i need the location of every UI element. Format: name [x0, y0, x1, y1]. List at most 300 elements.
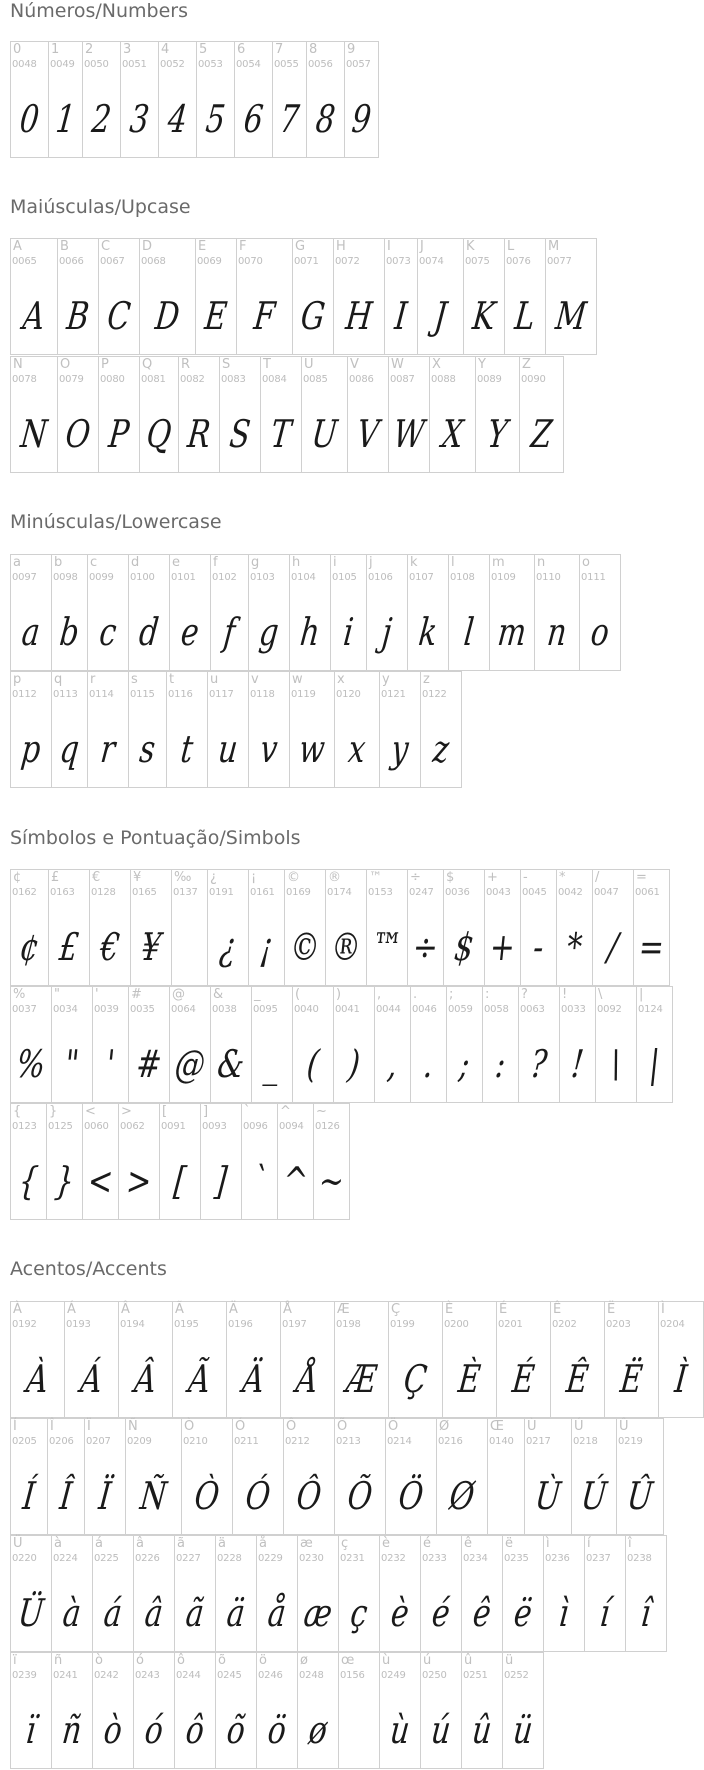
glyph-sample: ®	[328, 925, 364, 969]
glyph-row	[10, 356, 563, 473]
glyph-character-label: î	[628, 1536, 632, 1551]
glyph-character-label: Ã	[175, 1302, 184, 1317]
glyph-character-label: "	[54, 987, 60, 1002]
glyph-code-label: 0198	[336, 1319, 361, 1330]
glyph-character-label: Ä	[229, 1302, 238, 1317]
glyph-sample: W	[391, 412, 427, 456]
glyph-sample: È	[456, 1357, 483, 1401]
glyph-cell	[226, 1301, 281, 1418]
glyph-sample: O	[63, 412, 93, 456]
glyph-sample: 1	[53, 97, 78, 141]
glyph-sample: ¢	[17, 925, 42, 969]
glyph-cell	[210, 986, 252, 1103]
glyph-code-label: 0249	[381, 1670, 406, 1681]
glyph-sample: C	[105, 294, 133, 338]
glyph-code-label: 0071	[294, 256, 319, 267]
glyph-code-label: 0128	[91, 887, 116, 898]
glyph-cell	[260, 356, 302, 473]
glyph-character-label: á	[95, 1536, 103, 1551]
glyph-code-label: 0044	[376, 1004, 401, 1015]
glyph-code-label: 0119	[291, 689, 316, 700]
glyph-code-label: 0063	[520, 1004, 545, 1015]
glyph-sample: Ú	[579, 1474, 609, 1518]
glyph-code-label: 0095	[253, 1004, 278, 1015]
glyph-character-label: Ó	[235, 1419, 246, 1434]
glyph-cell	[169, 986, 211, 1103]
glyph-sample: ø	[306, 1708, 330, 1752]
glyph-cell	[277, 1103, 314, 1220]
glyph-sample: å	[265, 1591, 289, 1635]
glyph-code-label: 0110	[536, 572, 561, 583]
glyph-cell	[92, 1652, 134, 1769]
glyph-code-label: 0244	[176, 1670, 201, 1681]
glyph-character-label: |	[639, 987, 644, 1002]
glyph-sample: }	[52, 1159, 77, 1203]
glyph-sample: ¡	[258, 925, 275, 969]
glyph-code-label: 0230	[299, 1553, 324, 1564]
glyph-code-label: 0242	[94, 1670, 119, 1681]
glyph-sample: Ã	[186, 1357, 213, 1401]
glyph-cell	[519, 356, 564, 473]
glyph-cell	[616, 1418, 664, 1535]
glyph-character-label: $	[446, 870, 455, 885]
glyph-sample: Ò	[192, 1474, 222, 1518]
glyph-code-label: 0050	[84, 59, 109, 70]
glyph-character-label: Ü	[13, 1536, 23, 1551]
glyph-code-label: 0105	[332, 572, 357, 583]
glyph-cell	[120, 41, 159, 158]
glyph-sample: x	[346, 727, 368, 771]
glyph-sample: ;	[457, 1042, 472, 1086]
glyph-character-label: r	[90, 672, 96, 687]
glyph-sample: _	[262, 1042, 282, 1086]
glyph-cell	[166, 671, 208, 788]
glyph-sample: æ	[301, 1591, 335, 1635]
glyph-character-label: m	[492, 555, 505, 570]
glyph-sample: o	[588, 610, 612, 654]
glyph-character-label: 3	[123, 42, 132, 57]
glyph-cell	[87, 671, 129, 788]
glyph-code-label: 0225	[94, 1553, 119, 1564]
glyph-cell	[215, 1535, 257, 1652]
glyph-sample: >	[124, 1159, 154, 1203]
section-title-accents: Acentos/Accents	[10, 1258, 167, 1280]
glyph-code-label: 0092	[597, 1004, 622, 1015]
glyph-code-label: 0090	[521, 374, 546, 385]
glyph-character-label: ï	[13, 1653, 17, 1668]
glyph-character-label: Œ	[490, 1419, 504, 1434]
glyph-cell	[334, 1418, 386, 1535]
glyph-character-label: å	[259, 1536, 267, 1551]
glyph-character-label: Â	[121, 1302, 130, 1317]
glyph-character-label: 4	[161, 42, 170, 57]
glyph-character-label: (	[295, 987, 301, 1002]
glyph-cell	[10, 1535, 52, 1652]
glyph-sample: d	[137, 610, 161, 654]
glyph-sample: $	[452, 925, 476, 969]
glyph-sample: Æ	[344, 1357, 379, 1401]
glyph-character-label: ~	[316, 1104, 327, 1119]
glyph-cell	[51, 986, 93, 1103]
glyph-cell	[200, 1103, 242, 1220]
glyph-character-label: ö	[259, 1653, 267, 1668]
glyph-character-label: ç	[341, 1536, 349, 1551]
glyph-character-label: B	[60, 239, 69, 254]
glyph-code-label: 0199	[390, 1319, 415, 1330]
glyph-cell	[407, 869, 444, 986]
glyph-character-label: f	[213, 555, 218, 570]
glyph-sample: Ô	[294, 1474, 324, 1518]
glyph-cell	[325, 869, 367, 986]
glyph-character-label: è	[382, 1536, 390, 1551]
glyph-character-label: ó	[136, 1653, 144, 1668]
glyph-character-label: ?	[521, 987, 528, 1002]
glyph-cell	[504, 238, 546, 355]
glyph-code-label: 0068	[141, 256, 166, 267]
glyph-cell	[417, 238, 464, 355]
glyph-cell	[48, 41, 83, 158]
glyph-character-label: Î	[50, 1419, 54, 1434]
glyph-code-label: 0054	[236, 59, 261, 70]
glyph-sample: õ	[224, 1708, 248, 1752]
glyph-cell	[443, 869, 485, 986]
glyph-cell	[118, 1103, 160, 1220]
glyph-character-label: ø	[300, 1653, 308, 1668]
glyph-cell	[333, 986, 375, 1103]
glyph-code-label: 0217	[526, 1436, 551, 1447]
glyph-cell	[284, 869, 326, 986]
glyph-cell	[448, 554, 490, 671]
glyph-sample: à	[60, 1591, 84, 1635]
glyph-code-label: 0153	[368, 887, 393, 898]
glyph-code-label: 0118	[250, 689, 275, 700]
glyph-row	[10, 1301, 703, 1418]
glyph-character-label: l	[451, 555, 455, 570]
glyph-character-label: ;	[449, 987, 454, 1002]
glyph-sample: #	[134, 1042, 164, 1086]
glyph-code-label: 0117	[209, 689, 234, 700]
glyph-sample: Î	[57, 1474, 75, 1518]
glyph-sample: Ø	[447, 1474, 477, 1518]
glyph-cell	[171, 869, 208, 986]
glyph-cell	[207, 869, 249, 986]
glyph-code-label: 0034	[53, 1004, 78, 1015]
glyph-sample: b	[57, 610, 82, 654]
glyph-code-label: 0051	[122, 59, 147, 70]
glyph-character-label: ü	[505, 1653, 514, 1668]
glyph-character-label: Ñ	[128, 1419, 138, 1434]
glyph-code-label: 0204	[660, 1319, 685, 1330]
glyph-sample: ù	[388, 1708, 412, 1752]
glyph-character-label: à	[54, 1536, 62, 1551]
glyph-sample: ë	[511, 1591, 535, 1635]
glyph-sample: 2	[89, 97, 114, 141]
glyph-cell	[195, 238, 237, 355]
glyph-code-label: 0202	[552, 1319, 577, 1330]
glyph-code-label: 0247	[409, 887, 434, 898]
glyph-code-label: 0125	[48, 1121, 73, 1132]
glyph-code-label: 0124	[638, 1004, 663, 1015]
glyph-character-label: H	[336, 239, 346, 254]
glyph-code-label: 0245	[217, 1670, 242, 1681]
glyph-sample: <	[85, 1159, 116, 1203]
glyph-character-label: V	[350, 357, 359, 372]
glyph-character-label: N	[13, 357, 23, 372]
glyph-code-label: 0103	[250, 572, 275, 583]
glyph-code-label: 0243	[135, 1670, 160, 1681]
glyph-code-label: 0047	[594, 887, 619, 898]
glyph-code-label: 0099	[89, 572, 114, 583]
glyph-code-label: 0200	[444, 1319, 469, 1330]
glyph-sample: @	[172, 1042, 208, 1086]
glyph-character-label: x	[337, 672, 345, 687]
glyph-character-label: b	[54, 555, 63, 570]
glyph-character-label: C	[101, 239, 111, 254]
glyph-character-label: û	[464, 1653, 473, 1668]
glyph-code-label: 0075	[465, 256, 490, 267]
glyph-cell	[625, 1535, 667, 1652]
glyph-cell	[436, 1418, 488, 1535]
glyph-character-label: &	[213, 987, 224, 1002]
glyph-cell	[169, 554, 211, 671]
glyph-cell	[248, 671, 290, 788]
glyph-character-label: ë	[505, 1536, 513, 1551]
glyph-code-label: 0237	[586, 1553, 611, 1564]
glyph-cell	[248, 554, 290, 671]
glyph-cell	[10, 869, 49, 986]
glyph-code-label: 0104	[291, 572, 316, 583]
glyph-cell	[502, 1652, 544, 1769]
glyph-cell	[374, 986, 411, 1103]
glyph-sample: )	[345, 1042, 363, 1086]
glyph-code-label: 0205	[12, 1436, 37, 1447]
glyph-sample: u	[216, 727, 240, 771]
glyph-character-label: Û	[619, 1419, 629, 1434]
glyph-cell	[579, 554, 621, 671]
glyph-character-label: T	[263, 357, 271, 372]
glyph-cell	[92, 986, 129, 1103]
glyph-cell	[420, 1652, 462, 1769]
glyph-code-label: 0058	[484, 1004, 509, 1015]
glyph-sample: A	[20, 294, 48, 338]
glyph-sample: Ï	[96, 1474, 114, 1518]
glyph-code-label: 0106	[368, 572, 393, 583]
glyph-character-label: À	[13, 1302, 22, 1317]
glyph-sample: j	[380, 610, 394, 654]
glyph-code-label: 0115	[130, 689, 155, 700]
glyph-sample: P	[106, 412, 132, 456]
glyph-code-label: 0097	[12, 572, 37, 583]
glyph-code-label: 0213	[336, 1436, 361, 1447]
glyph-character-label: 7	[275, 42, 284, 57]
glyph-row	[10, 671, 461, 788]
glyph-row	[10, 41, 378, 158]
glyph-cell	[487, 1418, 525, 1535]
glyph-cell	[338, 1652, 380, 1769]
glyph-cell	[51, 1652, 93, 1769]
glyph-character-label: ]	[203, 1104, 209, 1119]
glyph-character-label: w	[292, 672, 303, 687]
glyph-row	[10, 238, 596, 355]
glyph-cell	[420, 1535, 462, 1652]
glyph-character-label: d	[131, 555, 140, 570]
glyph-sample: -	[531, 925, 546, 969]
glyph-code-label: 0111	[581, 572, 606, 583]
glyph-code-label: 0038	[212, 1004, 237, 1015]
glyph-cell	[234, 41, 273, 158]
glyph-code-label: 0238	[627, 1553, 652, 1564]
glyph-sample: Û	[625, 1474, 655, 1518]
glyph-sample: Å	[294, 1357, 321, 1401]
glyph-sample: t	[178, 727, 196, 771]
glyph-code-label: 0093	[202, 1121, 227, 1132]
glyph-sample: £	[57, 925, 81, 969]
glyph-sample: s	[137, 727, 158, 771]
glyph-sample: "	[62, 1042, 82, 1086]
glyph-code-label: 0162	[12, 887, 37, 898]
glyph-cell	[330, 554, 367, 671]
glyph-character-label: ä	[218, 1536, 226, 1551]
glyph-sample: T	[268, 412, 294, 456]
glyph-code-label: 0084	[262, 374, 287, 385]
glyph-cell	[446, 986, 483, 1103]
glyph-code-label: 0195	[174, 1319, 199, 1330]
glyph-sample: E	[202, 294, 230, 338]
glyph-cell	[51, 554, 88, 671]
glyph-code-label: 0059	[448, 1004, 473, 1015]
glyph-cell	[181, 1418, 233, 1535]
glyph-cell	[379, 1535, 421, 1652]
glyph-character-label: 0	[13, 42, 22, 57]
glyph-character-label: <	[85, 1104, 96, 1119]
glyph-sample: J	[432, 294, 449, 338]
glyph-cell	[496, 1301, 551, 1418]
glyph-character-label: y	[382, 672, 390, 687]
glyph-cell	[84, 1418, 126, 1535]
glyph-cell	[174, 1652, 216, 1769]
glyph-code-label: 0226	[135, 1553, 160, 1564]
glyph-code-label: 0212	[285, 1436, 310, 1447]
glyph-code-label: 0085	[303, 374, 328, 385]
glyph-code-label: 0201	[498, 1319, 523, 1330]
glyph-sample: Q	[144, 412, 174, 456]
glyph-sample: B	[64, 294, 92, 338]
glyph-sample: c	[97, 610, 119, 654]
glyph-code-label: 0080	[100, 374, 125, 385]
glyph-character-label: p	[13, 672, 22, 687]
glyph-cell	[289, 671, 335, 788]
glyph-character-label: Ù	[527, 1419, 537, 1434]
glyph-cell	[384, 238, 418, 355]
glyph-cell	[604, 1301, 659, 1418]
glyph-cell	[379, 671, 421, 788]
glyph-sample: Ñ	[138, 1474, 169, 1518]
glyph-code-label: 0156	[340, 1670, 365, 1681]
glyph-code-label: 0207	[86, 1436, 111, 1447]
glyph-character-label: a	[13, 555, 21, 570]
glyph-character-label: /	[595, 870, 600, 885]
glyph-code-label: 0191	[209, 887, 234, 898]
glyph-cell	[543, 1535, 585, 1652]
glyph-code-label: 0241	[53, 1670, 78, 1681]
glyph-code-label: 0057	[346, 59, 371, 70]
glyph-character-label: '	[95, 987, 99, 1002]
glyph-code-label: 0107	[409, 572, 434, 583]
glyph-cell	[47, 1418, 85, 1535]
glyph-code-label: 0036	[445, 887, 470, 898]
glyph-code-label: 0228	[217, 1553, 242, 1564]
glyph-character-label: u	[210, 672, 219, 687]
glyph-code-label: 0046	[412, 1004, 437, 1015]
glyph-cell	[301, 356, 348, 473]
glyph-code-label: 0061	[635, 887, 660, 898]
glyph-character-label: -	[523, 870, 528, 885]
glyph-code-label: 0214	[387, 1436, 412, 1447]
glyph-character-label: ô	[177, 1653, 185, 1668]
glyph-character-label: Ï	[87, 1419, 91, 1434]
glyph-character-label: s	[131, 672, 138, 687]
glyph-cell	[46, 1103, 83, 1220]
glyph-sample: Õ	[345, 1474, 375, 1518]
glyph-code-label: 0234	[463, 1553, 488, 1564]
glyph-sample: Y	[485, 412, 510, 456]
glyph-character-label: )	[336, 987, 342, 1002]
glyph-cell	[571, 1418, 617, 1535]
glyph-cell	[256, 1652, 298, 1769]
glyph-cell	[334, 671, 380, 788]
glyph-character-label: @	[172, 987, 185, 1002]
glyph-sample: ¥	[139, 925, 163, 969]
glyph-sample: ü	[511, 1708, 535, 1752]
glyph-character-label: Y	[478, 357, 486, 372]
glyph-cell	[636, 986, 673, 1103]
glyph-character-label: ¢	[13, 870, 22, 885]
glyph-sample: ÷	[410, 925, 441, 969]
glyph-sample: K	[470, 294, 498, 338]
glyph-code-label: 0140	[489, 1436, 514, 1447]
glyph-row	[10, 1535, 666, 1652]
glyph-sample: ú	[429, 1708, 453, 1752]
glyph-code-label: 0096	[243, 1121, 268, 1132]
glyph-sample: 9	[349, 97, 374, 141]
glyph-cell	[379, 1652, 421, 1769]
glyph-sample: f	[221, 610, 238, 654]
glyph-character-label: >	[121, 1104, 132, 1119]
glyph-sample: ó	[142, 1708, 166, 1752]
glyph-character-label: ã	[177, 1536, 185, 1551]
glyph-cell	[57, 238, 99, 355]
glyph-code-label: 0233	[422, 1553, 447, 1564]
glyph-character-label: {	[13, 1104, 22, 1119]
glyph-sample: F	[251, 294, 278, 338]
glyph-code-label: 0043	[486, 887, 511, 898]
glyph-cell	[461, 1535, 503, 1652]
glyph-code-label: 0216	[438, 1436, 463, 1447]
glyph-cell	[289, 554, 331, 671]
glyph-code-label: 0078	[12, 374, 37, 385]
glyph-sample: \	[608, 1042, 624, 1086]
glyph-cell	[559, 986, 596, 1103]
glyph-cell	[139, 238, 196, 355]
glyph-cell	[334, 1301, 389, 1418]
glyph-character-label: n	[537, 555, 546, 570]
glyph-character-label: .	[413, 987, 418, 1002]
glyph-cell	[584, 1535, 626, 1652]
glyph-code-label: 0079	[59, 374, 84, 385]
glyph-character-label: ™	[369, 870, 382, 885]
glyph-code-label: 0229	[258, 1553, 283, 1564]
glyph-character-label: P	[101, 357, 109, 372]
